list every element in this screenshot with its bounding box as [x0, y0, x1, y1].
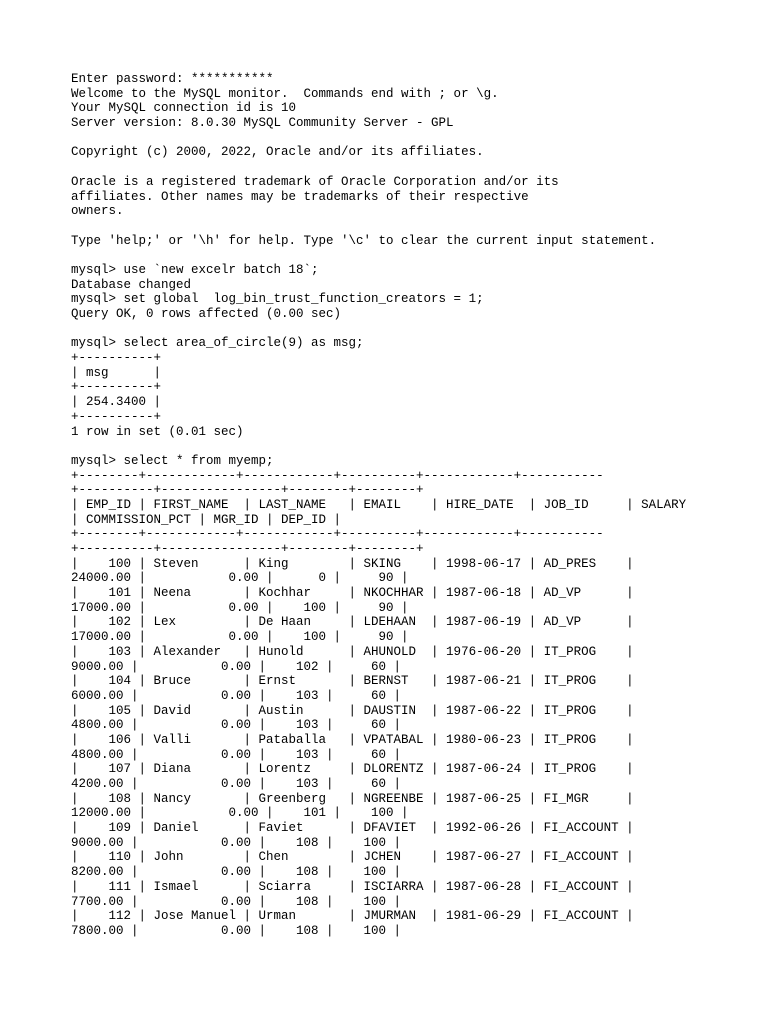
terminal-line: | 106 | Valli | Pataballa | VPATABAL | 1980-06-23 | IT_PROG |	[71, 732, 634, 747]
terminal-line: 7700.00 | 0.00 | 108 | 100 |	[71, 894, 402, 909]
terminal-line: mysql> set global log_bin_trust_function_creators = 1;	[71, 292, 484, 307]
terminal-line: +----------+----------------+--------+--------+	[71, 542, 424, 556]
terminal-line: | 103 | Alexander | Hunold | AHUNOLD | 1976-06-20 | IT_PROG |	[71, 644, 634, 659]
terminal-line: Oracle is a registered trademark of Oracle Corporation and/or its	[71, 174, 559, 189]
terminal-line: +----------+	[71, 351, 162, 366]
terminal-line: 4200.00 | 0.00 | 103 | 60 |	[71, 777, 402, 791]
terminal-line	[71, 248, 686, 263]
terminal-line	[71, 160, 686, 175]
terminal-line: | 101 | Neena | Kochhar | NKOCHHAR | 1987-06-18 | AD_VP |	[71, 586, 634, 601]
terminal-line: | 105 | David | Austin | DAUSTIN | 1987-06-22 | IT_PROG |	[71, 703, 634, 718]
terminal-line: +----------+	[71, 380, 162, 395]
terminal-line: 17000.00 | 0.00 | 100 | 90 |	[71, 600, 409, 615]
terminal-line: | 111 | Ismael | Sciarra | ISCIARRA | 1987-06-28 | FI_ACCOUNT |	[71, 879, 634, 894]
terminal-line	[71, 131, 686, 146]
terminal-line: Query OK, 0 rows affected (0.00 sec)	[71, 307, 342, 321]
terminal-line: affiliates. Other names may be trademarks of their respective	[71, 189, 529, 204]
terminal-line: 1 row in set (0.01 sec)	[71, 424, 244, 439]
terminal-line: Server version: 8.0.30 MySQL Community Server - GPL	[71, 116, 454, 131]
terminal-line: mysql> use `new excelr batch 18`;	[71, 262, 319, 277]
terminal-line: mysql> select * from myemp;	[71, 453, 274, 468]
terminal-line: 8200.00 | 0.00 | 108 | 100 |	[71, 865, 402, 880]
terminal-line	[71, 219, 686, 234]
terminal-line: Type 'help;' or '\h' for help. Type '\c' to clear the current input statement.	[71, 233, 657, 248]
terminal-line: Enter password: ***********	[71, 72, 274, 86]
terminal-line: Welcome to the MySQL monitor. Commands end with ; or \g.	[71, 86, 499, 101]
terminal-line: | 107 | Diana | Lorentz | DLORENTZ | 1987-06-24 | IT_PROG |	[71, 762, 634, 777]
terminal-line: owners.	[71, 204, 124, 219]
terminal-line: | 108 | Nancy | Greenberg | NGREENBE | 1987-06-25 | FI_MGR |	[71, 791, 634, 806]
terminal-line: | 109 | Daniel | Faviet | DFAVIET | 1992-06-26 | FI_ACCOUNT |	[71, 821, 634, 836]
terminal-line: | 254.3400 |	[71, 395, 162, 410]
terminal-line: 17000.00 | 0.00 | 100 | 90 |	[71, 630, 409, 645]
terminal-line: Your MySQL connection id is 10	[71, 101, 297, 116]
terminal-line: +--------+------------+------------+----------+------------+-----------	[71, 468, 604, 483]
terminal-line: | 100 | Steven | King | SKING | 1998-06-17 | AD_PRES |	[71, 556, 634, 571]
terminal-line: | 104 | Bruce | Ernst | BERNST | 1987-06-21 | IT_PROG |	[71, 674, 634, 689]
terminal-line: +--------+------------+------------+----------+------------+-----------	[71, 527, 604, 542]
terminal-line: | COMMISSION_PCT | MGR_ID | DEP_ID |	[71, 512, 342, 527]
terminal-output	[71, 72, 686, 939]
terminal-line: mysql> select area_of_circle(9) as msg;	[71, 336, 364, 351]
terminal-line: +----------+	[71, 409, 162, 424]
terminal-line: | 110 | John | Chen | JCHEN | 1987-06-27 | FI_ACCOUNT |	[71, 850, 634, 865]
terminal-line: +----------+----------------+--------+--------+	[71, 483, 424, 498]
terminal-line: 24000.00 | 0.00 | 0 | 90 |	[71, 571, 409, 586]
terminal-line: | msg |	[71, 365, 162, 380]
terminal-line	[71, 322, 686, 337]
terminal-line: | EMP_ID | FIRST_NAME | LAST_NAME | EMAIL | HIRE_DATE | JOB_ID | SALARY	[71, 497, 687, 512]
terminal-line: 6000.00 | 0.00 | 103 | 60 |	[71, 688, 402, 703]
terminal-line: 9000.00 | 0.00 | 102 | 60 |	[71, 659, 402, 674]
terminal-line: Copyright (c) 2000, 2022, Oracle and/or its affiliates.	[71, 145, 484, 160]
terminal-line: 4800.00 | 0.00 | 103 | 60 |	[71, 718, 402, 733]
terminal-line: 7800.00 | 0.00 | 108 | 100 |	[71, 923, 402, 938]
terminal-line	[71, 439, 686, 454]
terminal-line: | 102 | Lex | De Haan | LDEHAAN | 1987-06-19 | AD_VP |	[71, 615, 634, 630]
terminal-line: 12000.00 | 0.00 | 101 | 100 |	[71, 806, 409, 821]
terminal-line: Database changed	[71, 277, 192, 292]
terminal-line: 9000.00 | 0.00 | 108 | 100 |	[71, 835, 402, 850]
terminal-line: 4800.00 | 0.00 | 103 | 60 |	[71, 747, 402, 762]
terminal-line: | 112 | Jose Manuel | Urman | JMURMAN | 1981-06-29 | FI_ACCOUNT |	[71, 909, 634, 924]
